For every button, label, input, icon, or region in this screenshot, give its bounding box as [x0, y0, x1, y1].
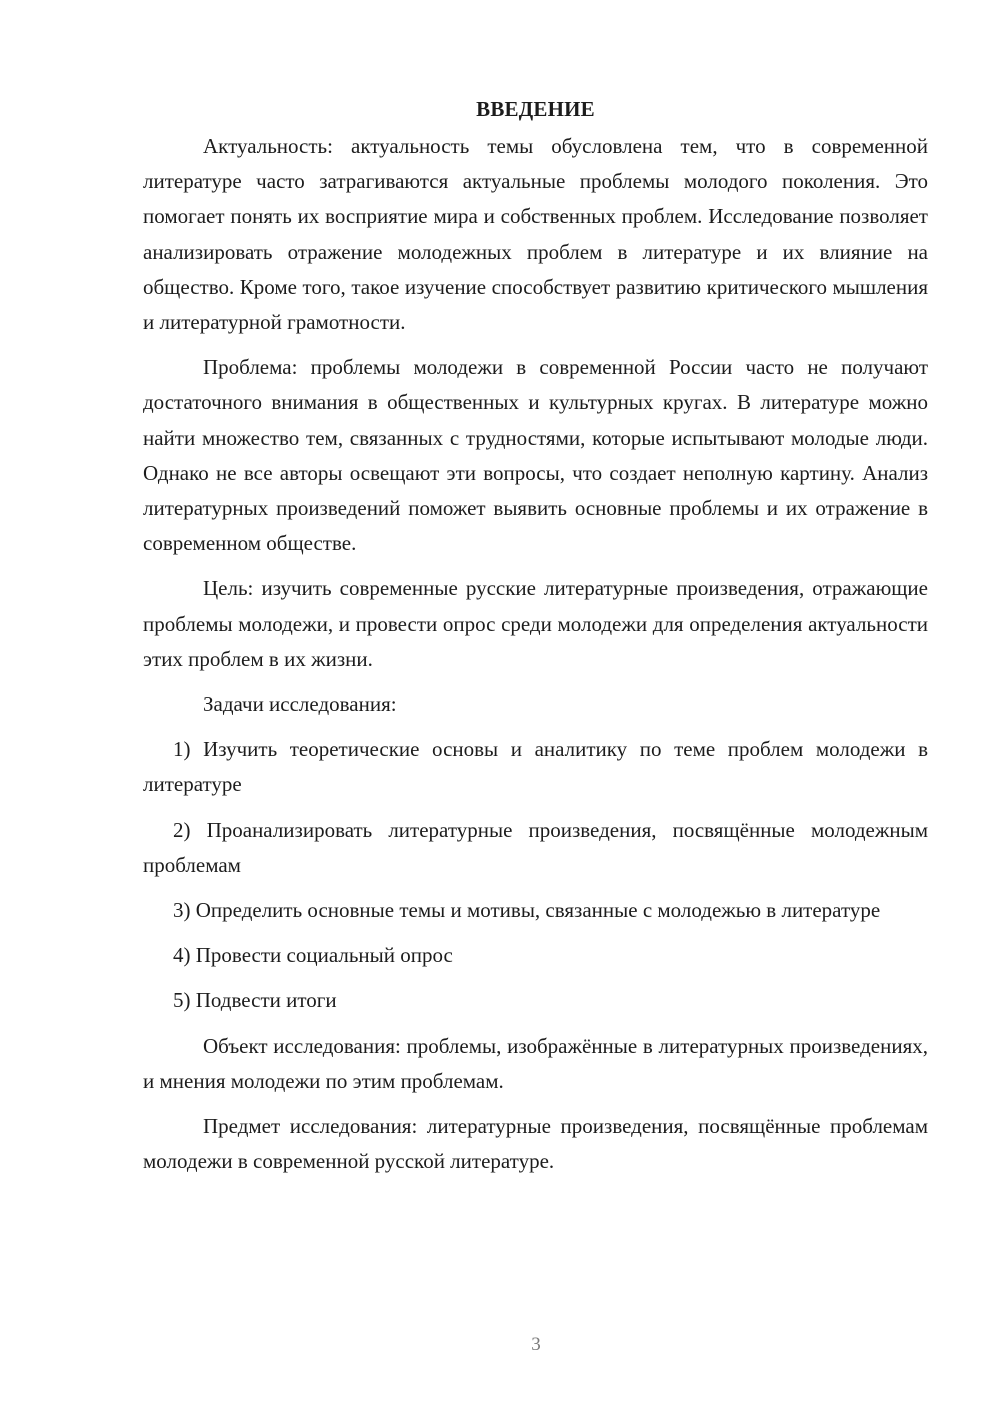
task-item-4: 4) Провести социальный опрос — [173, 943, 453, 968]
paragraph-subject: Предмет исследования: литературные произведения, посвящённые проблемам молодежи в современной русской литературе. — [143, 1114, 928, 1174]
paragraph-problem: Проблема: проблемы молодежи в современной России часто не получают достаточного внимания в общественных и культурных кругах. В литературе можно найти множество тем, связанных с трудностями, которые испытывают молодые люди. Однако не все авторы освещают эти вопросы, что создает неполную картину. Анализ литературных произведений поможет выявить основные проблемы и их отражение в современном обществе. — [143, 355, 928, 556]
page-content — [143, 92, 928, 1189]
paragraph-relevance: Актуальность: актуальность темы обусловлена тем, что в современной литературе часто затрагиваются актуальные проблемы молодого поколения. Это помогает понять их восприятие мира и собственных проблем. Исследование позволяет анализировать отражение молодежных проблем в литературе и их влияние на общество. Кроме того, такое изучение способствует развитию критического мышления и литературной грамотности. — [143, 134, 928, 335]
task-item-5: 5) Подвести итоги — [173, 988, 337, 1013]
paragraph-object: Объект исследования: проблемы, изображённые в литературных произведениях, и мнения молодежи по этим проблемам. — [143, 1033, 928, 1093]
page-number: 3 — [531, 1334, 541, 1355]
task-item-1: 1) Изучить теоретические основы и аналитику по теме проблем молодежи в литературе — [143, 737, 928, 797]
tasks-title: Задачи исследования: — [203, 692, 397, 717]
task-item-3: 3) Определить основные темы и мотивы, связанные с молодежью в литературе — [173, 898, 881, 923]
section-heading: ВВЕДЕНИЕ — [476, 97, 595, 121]
paragraph-goal: Цель: изучить современные русские литературные произведения, отражающие проблемы молодежи, и провести опрос среди молодежи для определения актуальности этих проблем в их жизни. — [143, 576, 928, 671]
task-item-2: 2) Проанализировать литературные произведения, посвящённые молодежным проблемам — [143, 817, 928, 877]
